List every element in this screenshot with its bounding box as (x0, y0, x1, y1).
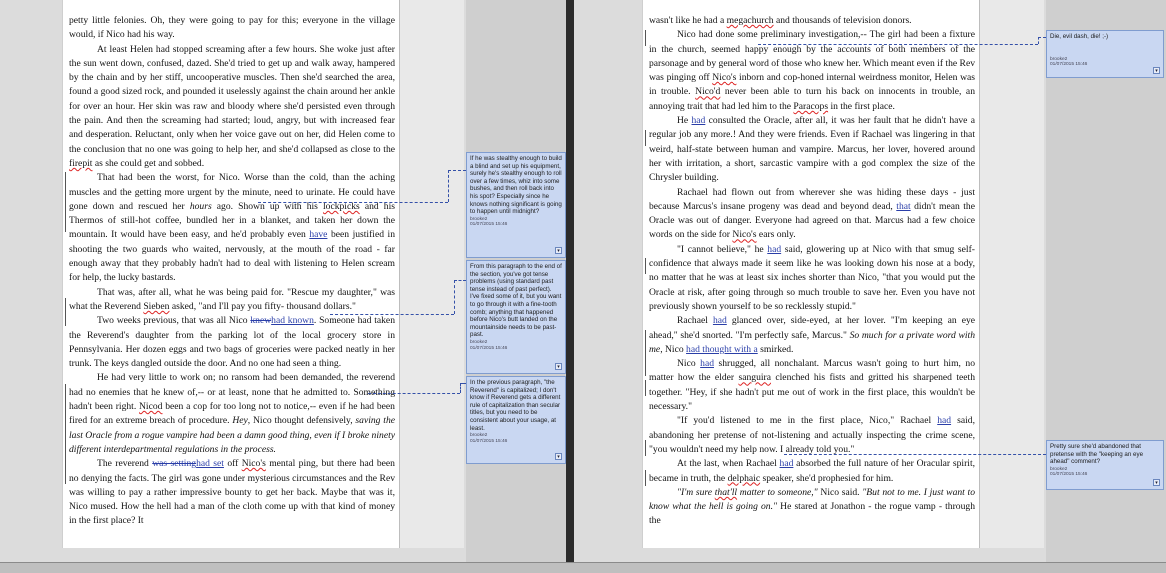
horizontal-scrollbar[interactable] (0, 562, 1166, 573)
paragraph[interactable]: "If you'd listened to me in the first place, Nico," Rachael had said, abandoning her pretense of not-listening and actually inspecting the crime scene, "you wouldn't need my help now. I already told you." (649, 415, 975, 455)
paragraph[interactable]: Nico had shrugged, all nonchalant. Marcus wasn't going to hurt him, no matter how the elder sanguira clenched his fists and gritted his sharpened teeth together. "Hey, if she hadn't put me out of work in the first place, this wouldn't be necessary." (649, 358, 976, 413)
paragraph[interactable]: petty little felonies. Oh, they were going to pay for this; everyone in the village would, if Nico had his way. (69, 15, 395, 41)
document-page-left[interactable] (62, 0, 400, 548)
change-bar (645, 380, 646, 396)
markup-margin-right (980, 0, 1044, 548)
change-bar (65, 298, 66, 326)
document-page-right[interactable] (642, 0, 980, 548)
comment-meta (470, 433, 562, 444)
comment-date: 01/07/2015 15:46 (470, 345, 508, 351)
comment-leader-line (784, 454, 1046, 455)
comment-leader-line (454, 280, 455, 314)
comment-author: brooke2 (470, 216, 488, 222)
comment-leader-line (448, 170, 449, 202)
change-bar (645, 330, 646, 376)
comment-date: 01/07/2015 15:46 (470, 438, 508, 444)
comment-date: 01/07/2015 15:46 (1050, 62, 1088, 68)
change-bar (645, 258, 646, 274)
paragraph[interactable]: Rachael had glanced over, side-eyed, at her lover. "I'm keeping an eye ahead," she'd snorted. "I'm perfectly safe, Marcus." So much for a private word with me, Nico had thought with a smirked. (649, 315, 976, 355)
comment-author: brooke2 (1050, 56, 1068, 62)
comment-leader-line (330, 314, 454, 315)
page-body-right[interactable] (649, 14, 975, 529)
comment-balloon[interactable] (1046, 440, 1164, 490)
paragraph[interactable]: He had consulted the Oracle, after all, it was her fault that he didn't have a regular job any more.! And they were friends. Even if Rachael was lingering in that weird, half-state between human and vampire. Marcus, her lover, hovered around her with irritation, a short, sarcastic vampire with a god complex the size of the Chrysler building. (649, 115, 975, 184)
comment-meta (1050, 467, 1160, 478)
comment-author: brooke2 (470, 433, 488, 439)
change-bar (645, 440, 646, 456)
left-document-pane[interactable] (0, 0, 566, 572)
comment-meta (470, 340, 562, 351)
comment-leader-line (1038, 37, 1046, 38)
change-bar (645, 30, 646, 46)
comment-meta (1050, 57, 1160, 68)
comment-leader-line (258, 202, 448, 203)
comment-text: In the previous paragraph, "the Reverend" is capitalized; I don't know if Reverend gets a different rule of capitalization than secular titles, but you need to be consistent about your usage, at least. (470, 379, 561, 432)
change-bar (645, 130, 646, 146)
paragraph[interactable]: That had been the worst, for Nico. Worse than the cold, than the aching muscles and the getting more urgent by the minute, need to urinate. He could have gone down and rescued her hours ago. Shown up with his lockpicks and his Thermos of still-hot coffee, bundled her in a blanket, and taken her down the mountain. It would have been easy, and he'd probably even have been justified in shooting the two guards who waited, nervously, at the mouth of the road - far enough away that they probably hadn't had to deal with listening to Helen scream for help, the lucky bastards. (69, 172, 395, 284)
comment-menu-arrow-icon[interactable]: ▾ (555, 247, 562, 254)
pane-divider[interactable] (566, 0, 574, 572)
comment-text: Die, evil dash, die! ;-) (1050, 33, 1109, 40)
comment-menu-arrow-icon[interactable]: ▾ (1153, 479, 1160, 486)
comment-author: brooke2 (470, 339, 488, 345)
change-bar (65, 172, 66, 232)
change-bar (645, 470, 646, 486)
paragraph[interactable]: "I cannot believe," he had said, glowering up at Nico with that smug self-confidence that always made it seem like he was looking down his nose at a body, no matter that he was at least six inches shorter than Nico, "that you would put the Oracle at risk, after going through so much trouble to save her. Even you have not previously shown yourself to be so recklessly stupid." (649, 243, 975, 312)
paragraph[interactable]: "I'm sure that'll matter to someone," Nico said. "But not to me. I just want to know what the hell is going on." He stared at Jonathon - the rogue vamp - through the (649, 486, 975, 527)
comment-leader-line (460, 383, 461, 393)
comment-menu-arrow-icon[interactable]: ▾ (555, 453, 562, 460)
markup-margin-left (400, 0, 464, 548)
paragraph[interactable]: Two weeks previous, that was all Nico knewhad known. Someone had taken the Reverend's daughter from the parking lot of the local grocery store in Pennsylvania. Her dozen eggs and two bags of groceries were packed neatly in her trunk. The keys dangled outside the door. And no one had seen a thing. (69, 315, 395, 370)
change-bar (65, 384, 66, 484)
comment-balloon[interactable] (466, 376, 566, 464)
paragraph[interactable]: He had very little to work on; no ransom had been demanded, the reverend had no enemies that he knew of,-- or at least, none that he admitted to. Something hadn't been right. Nicod been a cop for too long not to notice,-- even if he had been fired for an extreme breach of procedure. Hey, Nico thought defensively, saving the last Oracle from a rogue vampire had been a damn good thing, even if I broke ninety different interdepartmental regulations in the process. (69, 372, 396, 455)
comment-leader-line (758, 44, 1038, 45)
comment-menu-arrow-icon[interactable]: ▾ (555, 363, 562, 370)
comment-author: brooke2 (1050, 466, 1068, 472)
comment-menu-arrow-icon[interactable]: ▾ (1153, 67, 1160, 74)
paragraph[interactable]: At least Helen had stopped screaming after a few hours. She woke just after the sun went down, confused, dazed. She'd tried to get up and walk away, hampered by the chain and by her stiff, uncooperative muscles. Then she'd searched the area, found a good sized rock, and pounded it uselessly against the chain around her ankle for over an hour. Her skin was raw and bloody where she'd persisted even through the pain. And then the screaming had started; loud, angry, but with increased fear and desperation. Reluctant, only when her voice gave out on her, did Helen come to the conclusion that no one was going to help her, and she'd collapsed as close to the firepit as she could get and sobbed. (69, 43, 395, 169)
page-body-left[interactable] (69, 14, 395, 529)
comment-balloon[interactable] (466, 260, 566, 374)
comment-leader-line (454, 280, 466, 281)
paragraph[interactable]: At the last, when Rachael had absorbed the full nature of her Oracular spirit, became in truth, the delphaic speaker, she'd prophesied for him. (649, 458, 976, 484)
comment-date: 01/07/2015 15:46 (470, 222, 508, 228)
paragraph[interactable]: Rachael had flown out from wherever she was hiding these days - just because Marcus's insane progeny was dead and beyond dead, that didn't mean the Oracle was out of danger. Everyone had agreed on that. Marcus had a few choice words on the side for Nico's ears only. (649, 186, 975, 241)
right-document-pane[interactable] (574, 0, 1166, 572)
comment-balloon[interactable] (1046, 30, 1164, 78)
comment-text: If he was stealthy enough to build a blind and set up his equipment, surely he's stealthy enough to roll over a few times, whiz into some bushes, and then roll back into his spot? Especially since he knows nothing significant is going to happen until midnight? (470, 155, 562, 216)
comment-meta (470, 217, 562, 228)
comment-text: Pretty sure she'd abandoned that pretense with the "keeping an eye ahead" comment? (1050, 443, 1144, 466)
comment-leader-line (368, 393, 460, 394)
comment-text: From this paragraph to the end of the section, you've got tense problems (using standard past tense instead of past perfect). I've fixed some of it, but you want to go through it with a fine-tooth comb; anything that happened before Nico's butt landed on the mountainside needs to be past-past. (470, 263, 562, 339)
comment-date: 01/07/2015 15:46 (1050, 472, 1088, 478)
comment-balloon[interactable] (466, 152, 566, 258)
comment-leader-line (448, 170, 466, 171)
comment-leader-line (1038, 37, 1039, 44)
paragraph[interactable]: Nico had done some preliminary investigation,-- The girl had been a fixture in the church, seemed happy enough by the accounts of both members of the parsonage and by general word of those who knew her. Which meant even if the Rev was pinging off Nico's inborn and cop-honed internal weirdness monitor, Helen was in trouble. Nico'd never been able to turn his back on innocents in trouble, an annoying trait that had led him to the Paracops in the first place. (649, 29, 975, 112)
paragraph[interactable]: wasn't like he had a megachurch and thousands of television donors. (649, 15, 912, 26)
paragraph[interactable]: The reverend was settinghad set off Nico's mental ping, but there had been no denying the facts. The girl was gone under mysterious circumstances and the Rev was willing to pay a rather impressive bounty to get her back. Maybe that was it, Nico mused. How the hell had a man of the cloth come up with that kind of money in the first place? It (69, 458, 395, 527)
paragraph[interactable]: That was, after all, what he was being paid for. "Rescue my daughter," was what the Reverend Sieben asked, "and I'll pay you fifty- thousand dollars." (69, 286, 395, 312)
